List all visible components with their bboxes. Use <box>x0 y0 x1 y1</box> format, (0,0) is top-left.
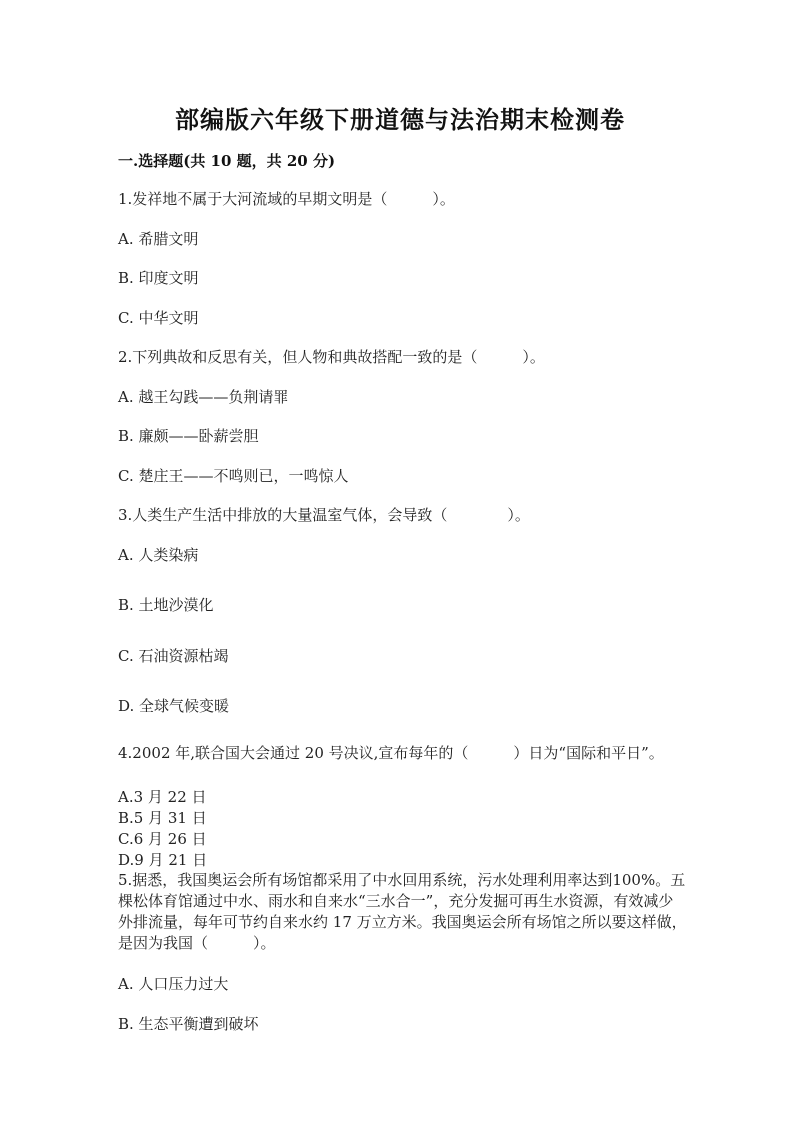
question-stem: 3.人类生产生活中排放的大量温室气体，会导致（ ）。 <box>118 506 530 524</box>
question-stem: 2.下列典故和反思有关，但人物和典故搭配一致的是（ ）。 <box>118 348 545 366</box>
option: B. 廉颇——卧薪尝胆 <box>118 427 259 445</box>
question-stem: 4.2002 年,联合国大会通过 20 号决议,宣布每年的（ ）日为“国际和平日”。 <box>118 744 664 762</box>
option: A. 人类染病 <box>118 546 199 564</box>
option: B. 土地沙漠化 <box>118 596 214 614</box>
section-heading: 一.选择题(共 10 题，共 20 分) <box>118 152 336 170</box>
option: B. 印度文明 <box>118 269 199 287</box>
option: D.9 月 21 日 <box>118 851 208 869</box>
option: A. 希腊文明 <box>118 230 199 248</box>
option: B.5 月 31 日 <box>118 809 207 827</box>
option: B. 生态平衡遭到破坏 <box>118 1015 259 1033</box>
option: C.6 月 26 日 <box>118 830 207 848</box>
option: A. 人口压力过大 <box>118 975 229 993</box>
question-stem: 5.据悉，我国奥运会所有场馆都采用了中水回用系统，污水处理利用率达到100%。五棵松体育馆通过中水、雨水和自来水“三水合一”，充分发掘可再生水资源，有效减少外排流量，每年可节约自来水约 17 万立方米。我国奥运会所有场馆之所以要这样做，是因为我国（ ）。 <box>118 871 687 952</box>
option: C. 中华文明 <box>118 309 199 327</box>
option: C. 楚庄王——不鸣则已，一鸣惊人 <box>118 467 349 485</box>
option: A.3 月 22 日 <box>118 788 207 806</box>
page-title: 部编版六年级下册道德与法治期末检测卷 <box>175 105 625 134</box>
option: A. 越王勾践——负荆请罪 <box>118 388 289 406</box>
option: C. 石油资源枯竭 <box>118 647 229 665</box>
question-stem: 1.发祥地不属于大河流域的早期文明是（ ）。 <box>118 190 455 208</box>
option: D. 全球气候变暖 <box>118 697 230 715</box>
